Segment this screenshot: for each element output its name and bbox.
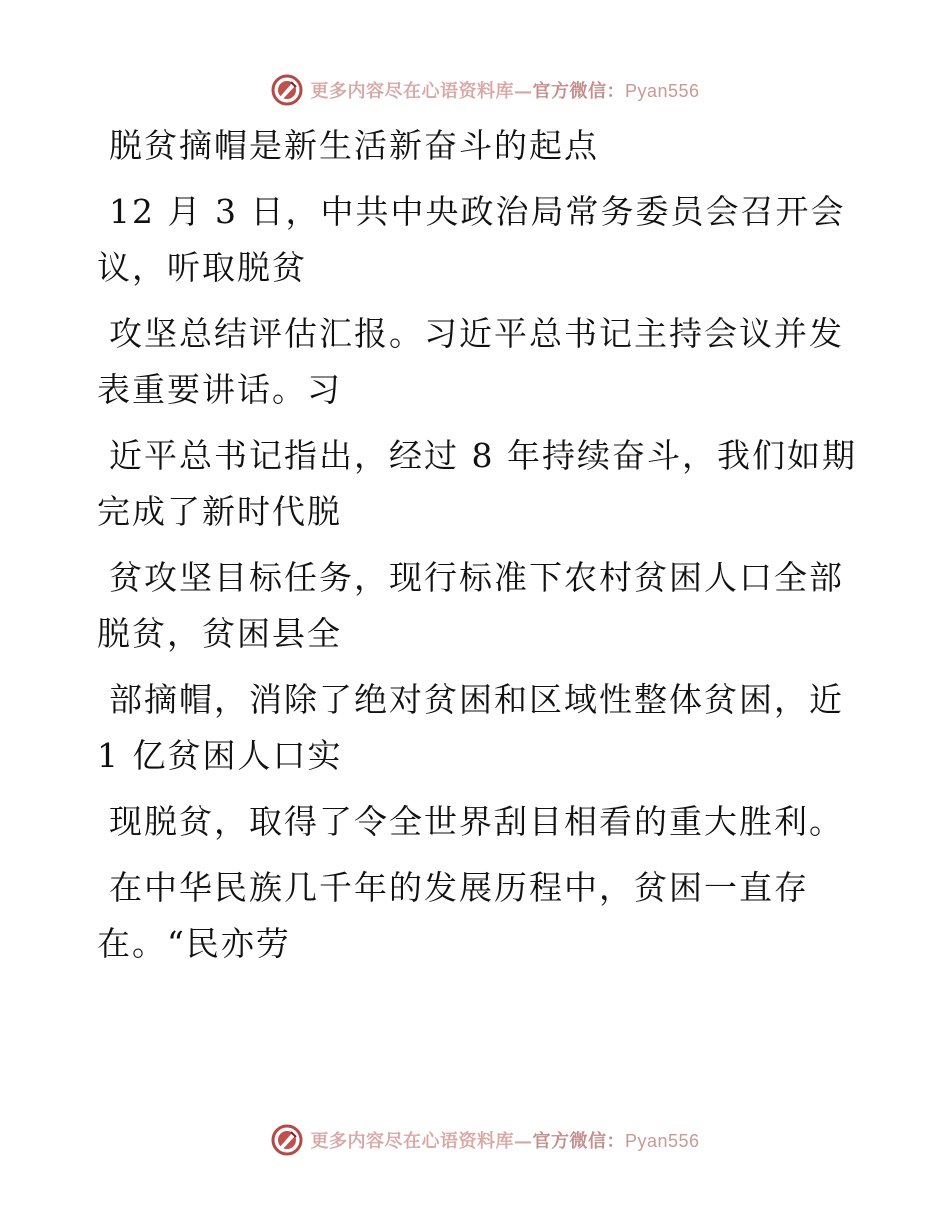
banner-text (310, 1127, 699, 1153)
banner-wechat-id: Pyan556 (624, 81, 700, 101)
text-line: 现脱贫，取得了令全世界刮目相看的重大胜利。 (109, 802, 844, 841)
text-line: 贫攻坚目标任务，现行标准下农村贫困人口全部 (109, 558, 844, 597)
banner-site-text: 更多内容尽在心语资料库 (310, 1131, 514, 1152)
banner-wechat-id: Pyan556 (624, 1131, 700, 1151)
banner-site-text: 更多内容尽在心语资料库 (310, 81, 514, 102)
text-line: 议，听取脱贫 (97, 248, 307, 287)
text-line: 近平总书记指出，经过 8 年持续奋斗，我们如期 (109, 436, 857, 475)
text-line: 脱贫，贫困县全 (97, 614, 342, 653)
banner-wechat-label: 官方微信： (532, 81, 625, 102)
text-line: 在中华民族几千年的发展历程中，贫困一直存 (109, 868, 809, 907)
banner-content (270, 1123, 699, 1157)
banner-dash: — (513, 81, 533, 102)
banner-text (310, 77, 699, 103)
text-line: 在。“民亦劳 (97, 924, 291, 963)
footer-banner (0, 1120, 950, 1160)
text-line: 完成了新时代脱 (97, 492, 342, 531)
header-banner (0, 70, 950, 110)
document-body (97, 118, 857, 972)
text-line: 12 月 3 日，中共中央政治局常务委员会召开会 (109, 192, 846, 231)
text-line: 1 亿贫困人口实 (97, 736, 343, 775)
red-circle-pen-logo-icon (270, 1123, 304, 1157)
red-circle-pen-logo-icon (270, 73, 304, 107)
banner-content (270, 73, 699, 107)
text-line: 攻坚总结评估汇报。习近平总书记主持会议并发 (109, 314, 844, 353)
banner-wechat-label: 官方微信： (532, 1131, 625, 1152)
text-line: 部摘帽，消除了绝对贫困和区域性整体贫困，近 (109, 680, 844, 719)
document-title: 脱贫摘帽是新生活新奋斗的起点 (109, 126, 599, 165)
text-line: 表重要讲话。习 (97, 370, 342, 409)
banner-dash: — (513, 1131, 533, 1152)
